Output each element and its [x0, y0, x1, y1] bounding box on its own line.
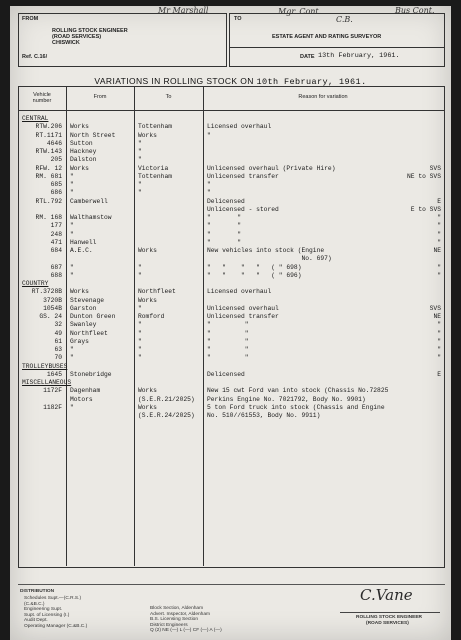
to-cell: "	[138, 181, 142, 188]
vehicle-cell: 32	[54, 321, 62, 329]
reason-cell: New vehicles into stock (Engine	[207, 247, 325, 254]
vehicle-cell: GS. 24	[39, 313, 62, 320]
vehicle-cell: RT.1171	[35, 131, 62, 139]
distribution-item: Engineering Supt.	[24, 607, 63, 612]
col-header-from: From	[93, 94, 107, 100]
engine-cell: "	[437, 214, 441, 221]
vehicle-cell: 205	[50, 156, 62, 164]
vehicle-cell: 177	[50, 222, 62, 230]
engine-cell: E	[437, 370, 441, 378]
from-cell: Hanwell	[70, 238, 97, 246]
reason-cell: Unlicensed overhaul	[207, 304, 279, 312]
reason-cell: "	[207, 181, 211, 188]
reason-cell: Unlicensed overhaul (Private Hire)	[207, 164, 336, 172]
to-cell: "	[138, 189, 142, 197]
from-cell: Grays	[70, 337, 89, 345]
reason-cell: Licensed overhaul	[207, 123, 272, 131]
vehicle-cell: 4646	[46, 139, 62, 147]
reason-cell: " "	[207, 230, 242, 238]
document-sheet	[10, 6, 451, 640]
vehicle-cell: 49	[54, 329, 62, 337]
to-cell: "	[138, 148, 142, 155]
engine-cell: "	[437, 321, 441, 329]
from-cell: Camberwell	[70, 197, 108, 205]
vehicle-cell: RTW.143	[35, 148, 62, 155]
engine-cell: "	[437, 271, 441, 279]
distribution-middle	[150, 606, 222, 634]
reason-cell: "	[207, 189, 211, 197]
to-cell: "	[138, 271, 142, 279]
reason-cell: Licensed overhaul	[207, 288, 272, 296]
from-cell: Stonebridge	[70, 370, 112, 378]
col-header-to: To	[165, 94, 172, 100]
engine-cell: "	[437, 222, 441, 230]
distribution-item: (C.&B.C.)	[24, 601, 45, 607]
to-cell: Works	[138, 387, 157, 395]
engine-cell: NE	[433, 313, 441, 320]
from-cell: Sutton	[70, 139, 93, 147]
from-cell: "	[70, 271, 74, 279]
from-cell: Northfleet	[70, 329, 108, 337]
signature-line	[340, 612, 440, 613]
from-cell: Hackney	[70, 148, 97, 155]
from-box	[18, 13, 227, 67]
vehicle-cell: 248	[50, 230, 62, 238]
to-cell: "	[138, 337, 142, 345]
reason-cell: New 15 cwt Ford van into stock (Chassis No.72825	[207, 387, 389, 395]
from-cell: "	[70, 189, 74, 197]
vehicle-cell: 3720B	[43, 296, 62, 304]
handwritten-note: C.B.	[336, 15, 353, 24]
engine-cell: SVS	[429, 164, 441, 172]
reason-cell: Unlicensed transfer	[207, 313, 279, 320]
col-header-vehicle	[18, 92, 66, 104]
distribution-item: District Engineers	[150, 622, 188, 628]
to-cell: "	[138, 329, 142, 337]
distribution-item: Operating Manager (C.&B.C.)	[24, 623, 88, 629]
to-cell: "	[138, 139, 142, 147]
vehicle-cell: 687	[50, 263, 62, 271]
reason-cell: " " " " ( " 698)	[207, 263, 302, 271]
section-heading: MISCELLANEOUS	[22, 379, 72, 386]
engine-cell: SVS	[429, 304, 441, 312]
section-heading: TROLLEYBUSES	[22, 362, 68, 370]
to-cell: "	[138, 304, 142, 312]
to-cell: (S.E.R.21/2025)	[138, 395, 195, 403]
distribution-item: Block Section, Aldenham	[150, 606, 204, 611]
to-cell: Tottenham	[138, 172, 173, 180]
from-cell: Walthamstow	[70, 214, 112, 221]
from-cell: Swanley	[70, 321, 97, 329]
from-cell: North Street	[70, 131, 116, 139]
vehicle-cell: 70	[54, 354, 62, 362]
to-cell: "	[138, 156, 142, 164]
vehicle-cell: 63	[54, 346, 62, 353]
engine-cell: "	[437, 346, 441, 353]
section-heading: CENTRAL	[22, 115, 49, 122]
from-cell: "	[70, 403, 74, 411]
to-cell: "	[138, 263, 142, 271]
engine-cell: NE	[433, 247, 441, 254]
reason-cell: " " " " ( " 696)	[207, 271, 302, 279]
ref-label: Ref.	[22, 54, 33, 60]
date-divider	[229, 47, 445, 48]
handwritten-note: Bus Cont.	[395, 6, 435, 15]
to-cell: Works	[138, 403, 157, 411]
from-cell: Dagenham	[70, 387, 101, 395]
from-cell: Dunton Green	[70, 313, 116, 320]
reason-cell: " "	[207, 354, 249, 362]
vehicle-cell: 686	[50, 189, 62, 197]
reason-cell: Perkins Engine No. 7021792, Body No. 9901)	[207, 395, 366, 403]
reason-cell: "	[207, 131, 211, 139]
date-label: DATE	[300, 54, 315, 60]
title-date: 10th February, 1961.	[256, 77, 367, 87]
to-cell: "	[138, 321, 142, 329]
vehicle-cell: 684	[50, 247, 62, 254]
distribution-label: DISTRIBUTION	[20, 589, 55, 594]
reason-cell: " "	[207, 222, 242, 230]
ref-value: C.16/	[34, 54, 48, 60]
from-cell: "	[70, 230, 74, 238]
to-value: ESTATE AGENT AND RATING SURVEYOR	[272, 34, 382, 40]
engine-cell: E to SVS	[410, 205, 441, 213]
distribution-item: Advert. Inspector, Aldenham	[150, 611, 210, 617]
vehicle-cell: RTL.792	[35, 197, 62, 205]
column-rule	[203, 86, 204, 566]
distribution-item: Q (2) NE (—) L (—) CF (—) A (—)	[150, 628, 222, 633]
from-cell: "	[70, 263, 74, 271]
from-cell: Garston	[70, 304, 97, 312]
reason-cell: Unlicensed transfer	[207, 172, 279, 180]
vehicle-cell: RM. 168	[35, 214, 62, 221]
from-label: FROM	[22, 16, 39, 22]
engine-cell: E	[437, 197, 441, 205]
vehicle-cell: 1054B	[43, 304, 62, 312]
to-cell: Works	[138, 247, 157, 254]
vehicle-cell: 1182F	[43, 403, 62, 411]
from-cell: "	[70, 354, 74, 362]
section-heading: COUNTRY	[22, 280, 49, 287]
reason-cell: " "	[207, 214, 242, 221]
signatory-title: ROLLING STOCK ENGINEER	[356, 615, 423, 620]
engine-cell: "	[437, 337, 441, 345]
engine-cell: "	[437, 230, 441, 238]
vehicle-cell: RT.3728B	[31, 288, 62, 296]
from-cell: Motors	[70, 395, 93, 403]
vehicle-cell: 471	[50, 238, 62, 246]
engine-cell: "	[437, 354, 441, 362]
date-value: 13th February, 1961.	[318, 52, 400, 60]
from-cell: Works	[70, 288, 89, 296]
from-cell: Works	[70, 123, 89, 131]
vehicle-cell: 688	[50, 271, 62, 279]
vehicle-cell: RTW.206	[35, 123, 62, 131]
to-cell: Tottenham	[138, 123, 173, 131]
from-cell: "	[70, 222, 74, 230]
to-cell: Victoria	[138, 164, 169, 172]
to-cell: Works	[138, 131, 157, 139]
col-header-reason: Reason for variation	[298, 94, 348, 100]
signature: C.Vane	[360, 586, 413, 604]
to-cell: "	[138, 346, 142, 353]
to-cell: Northfleet	[138, 288, 176, 296]
table-header-rule	[18, 110, 445, 111]
engine-cell: "	[437, 329, 441, 337]
reason-cell: " "	[207, 321, 249, 329]
col-header-vehicle-line: number	[32, 98, 52, 104]
handwritten-note: Mr Marshall	[158, 6, 209, 15]
vehicle-cell: RFW. 12	[35, 164, 62, 172]
engine-cell: "	[437, 263, 441, 271]
from-cell: "	[70, 181, 74, 188]
vehicle-cell: RM. 681	[35, 172, 62, 180]
column-rule	[66, 86, 67, 566]
reason-cell: " "	[207, 337, 249, 345]
distribution-item: Supt. of Licensing (I.)	[24, 612, 70, 618]
vehicle-cell: 61	[54, 337, 62, 345]
col-header-vehicle-line: Vehicle	[33, 92, 51, 98]
from-cell: "	[70, 346, 74, 353]
from-line: ROLLING STOCK ENGINEER	[52, 28, 128, 34]
from-cell: Dalston	[70, 156, 97, 164]
to-cell: (S.E.R.24/2025)	[138, 412, 195, 419]
reason-cell: Delicensed	[207, 370, 245, 378]
to-label: TO	[234, 16, 242, 22]
handwritten-note: Mgr. Cont.	[278, 7, 322, 16]
engine-cell: "	[437, 238, 441, 246]
reason-cell: " "	[207, 346, 249, 353]
from-cell: "	[70, 172, 74, 180]
reason-cell: No. 697)	[207, 255, 332, 263]
signatory-title: (ROAD SERVICES)	[366, 621, 409, 626]
from-line: CHISWICK	[52, 40, 80, 46]
from-cell: Stevenage	[70, 296, 105, 304]
vehicle-cell: 1172F	[43, 387, 62, 395]
column-rule	[134, 86, 135, 566]
distribution-item: Schedules Supt.—(C.R.S.)	[24, 596, 82, 601]
to-cell: Romford	[138, 313, 165, 320]
to-cell: Works	[138, 296, 157, 304]
reason-cell: Delicensed	[207, 197, 245, 205]
distribution-item: B.S. Licensing Section	[150, 617, 198, 622]
reason-cell: 5 ton Ford truck into stock (Chassis and Engine	[207, 403, 385, 411]
from-line: (ROAD SERVICES)	[52, 34, 102, 40]
reason-cell: " "	[207, 329, 249, 337]
distribution-left	[24, 596, 87, 629]
engine-cell: NE to SVS	[406, 172, 441, 180]
distribution-item: Audit Dept.	[24, 618, 48, 623]
title-prefix: VARIATIONS IN ROLLING STOCK ON	[94, 76, 254, 86]
reason-cell: No. 510//61553, Body No. 9911)	[207, 412, 321, 419]
reason-cell: " "	[207, 238, 242, 246]
reason-cell: Unlicensed - stored	[207, 205, 279, 213]
vehicle-cell: 685	[50, 181, 62, 188]
from-cell: Works	[70, 164, 89, 172]
vehicle-cell: 1645	[46, 370, 62, 378]
to-cell: "	[138, 354, 142, 362]
footer-rule	[18, 584, 445, 585]
from-cell: A.E.C.	[70, 247, 93, 254]
